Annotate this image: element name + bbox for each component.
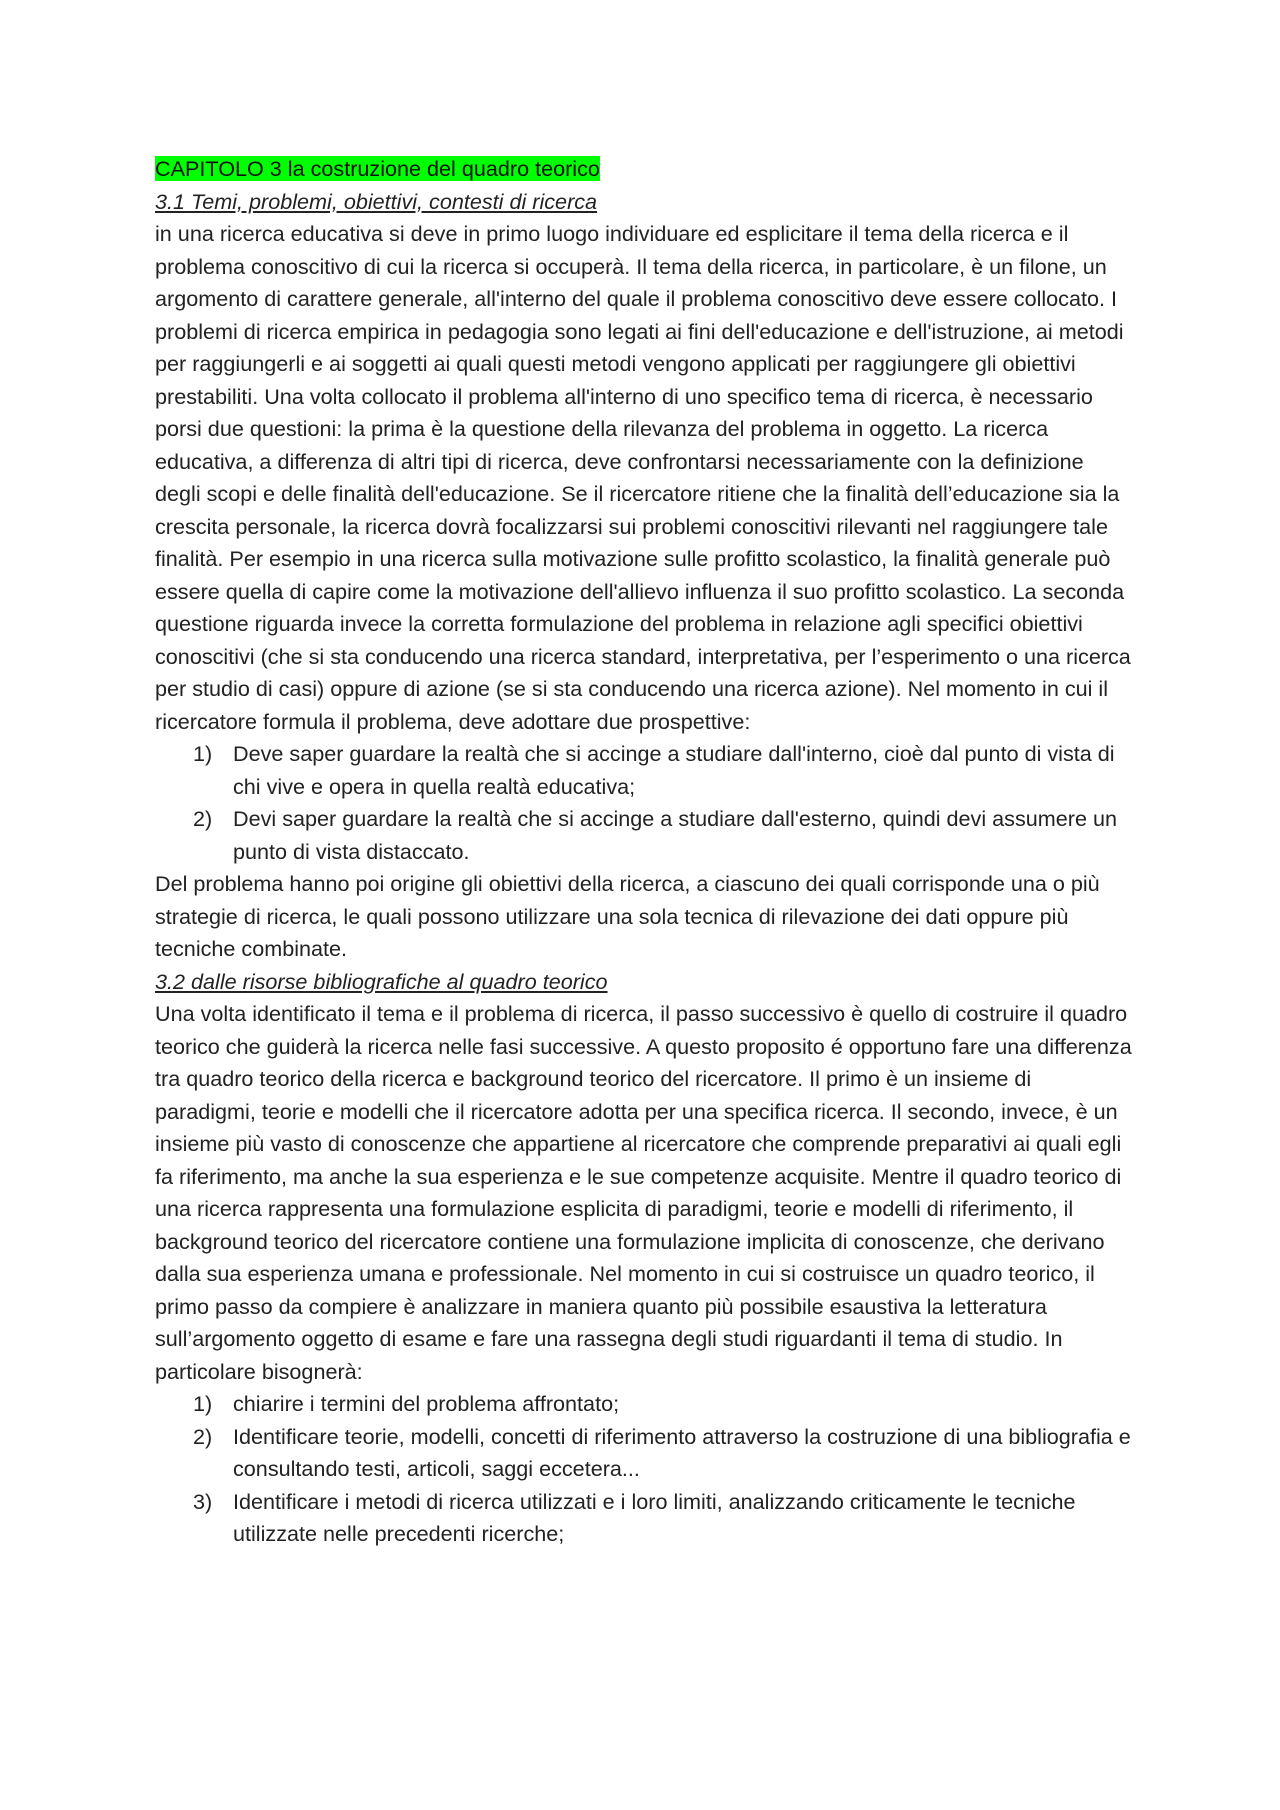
section-title-3-1: 3.1 Temi, problemi, obiettivi, contesti di ricerca — [155, 188, 598, 214]
list-item-text: chiarire i termini del problema affrontato; — [233, 1391, 620, 1416]
list-item — [193, 738, 1135, 803]
list-item — [193, 1421, 1135, 1486]
list-item — [193, 803, 1135, 868]
list-item-number: 2) — [193, 806, 213, 831]
document-page — [155, 153, 1135, 1551]
list-item — [193, 1388, 1135, 1421]
list-item-text: Deve saper guardare la realtà che si accinge a studiare dall'interno, cioè dal punto di vista di chi vive e opera in quella realtà educativa; — [233, 741, 1115, 799]
section-3-1-list — [155, 738, 1135, 868]
section-title-3-2: 3.2 dalle risorse bibliografiche al quadro teorico — [155, 968, 608, 994]
list-item-number: 2) — [193, 1423, 213, 1449]
section-3-2-paragraph: Una volta identificato il tema e il problema di ricerca, il passo successivo è quello di costruire il quadro teorico che guiderà la ricerca nelle fasi successive. A questo proposito é opportuno fare una differenza tra quadro teorico della ricerca e background teorico del ricercatore. Il primo è un insieme di paradigmi, teorie e modelli che il ricercatore adotta per una specifica ricerca. Il secondo, invece, è un insieme più vasto di conoscenze che appartiene al ricercatore che comprende preparativi ai quali egli fa riferimento, ma anche la sua esperienza e le sue competenze acquisite. Mentre il quadro teorico di una ricerca rappresenta una formulazione esplicita di paradigmi, teorie e modelli di riferimento, il background teorico del ricercatore contiene una formulazione implicita di conoscenze, che derivano dalla sua esperienza umana e professionale. Nel momento in cui si costruisce un quadro teorico, il primo passo da compiere è analizzare in maniera quanto più possibile esaustiva la letteratura sull’argomento oggetto di esame e fare una rassegna degli studi riguardanti il tema di studio. In particolare bisognerà: — [155, 1001, 1132, 1384]
chapter-title: CAPITOLO 3 la costruzione del quadro teorico — [155, 156, 600, 181]
list-item-text: Identificare i metodi di ricerca utilizzati e i loro limiti, analizzando criticamente le tecniche utilizzate nelle precedenti ricerche; — [233, 1488, 1076, 1546]
chapter-heading — [155, 153, 1135, 186]
list-item-number: 1) — [193, 1391, 213, 1416]
section-3-1-paragraph: in una ricerca educativa si deve in primo luogo individuare ed esplicitare il tema della ricerca e il problema conoscitivo di cui la ricerca si occuperà. Il tema della ricerca, in particolare, è un filone, un argomento di carattere generale, all'interno del quale il problema conoscitivo deve essere collocato. I problemi di ricerca empirica in pedagogia sono legati ai fini dell'educazione e dell'istruzione, ai metodi per raggiungerli e ai soggetti ai quali questi metodi vengono applicati per raggiungere gli obiettivi prestabiliti. Una volta collocato il problema all'interno di uno specifico tema di ricerca, è necessario porsi due questioni: la prima è la questione della rilevanza del problema in oggetto. La ricerca educativa, a differenza di altri tipi di ricerca, deve confrontarsi necessariamente con la definizione degli scopi e delle finalità dell'educazione. Se il ricercatore ritiene che la finalità dell’educazione sia la crescita personale, la ricerca dovrà focalizzarsi sui problemi conoscitivi rilevanti nel raggiungere tale finalità. Per esempio in una ricerca sulla motivazione sulle profitto scolastico, la finalità generale può essere quella di capire come la motivazione dell'allievo influenza il suo profitto scolastico. La seconda questione riguarda invece la corretta formulazione del problema in relazione agli specifici obiettivi conoscitivi (che si sta conducendo una ricerca standard, interpretativa, per l’esperimento o una ricerca per studio di casi) oppure di azione (se si sta conducendo una ricerca azione). Nel momento in cui il ricercatore formula il problema, deve adottare due prospettive: — [155, 221, 1131, 734]
list-item — [193, 1486, 1135, 1551]
list-item-text: Devi saper guardare la realtà che si accinge a studiare dall'esterno, quindi devi assumere un punto di vista distaccato. — [233, 806, 1117, 864]
section-3-2-list — [155, 1388, 1135, 1551]
list-item-number: 1) — [193, 741, 213, 766]
list-item-text: Identificare teorie, modelli, concetti di riferimento attraverso la costruzione di una bibliografia e consultando testi, articoli, saggi eccetera... — [233, 1423, 1131, 1481]
section-3-1-closing: Del problema hanno poi origine gli obiettivi della ricerca, a ciascuno dei quali corrisponde una o più strategie di ricerca, le quali possono utilizzare una sola tecnica di rilevazione dei dati oppure più tecniche combinate. — [155, 871, 1100, 961]
list-item-number: 3) — [193, 1488, 213, 1514]
